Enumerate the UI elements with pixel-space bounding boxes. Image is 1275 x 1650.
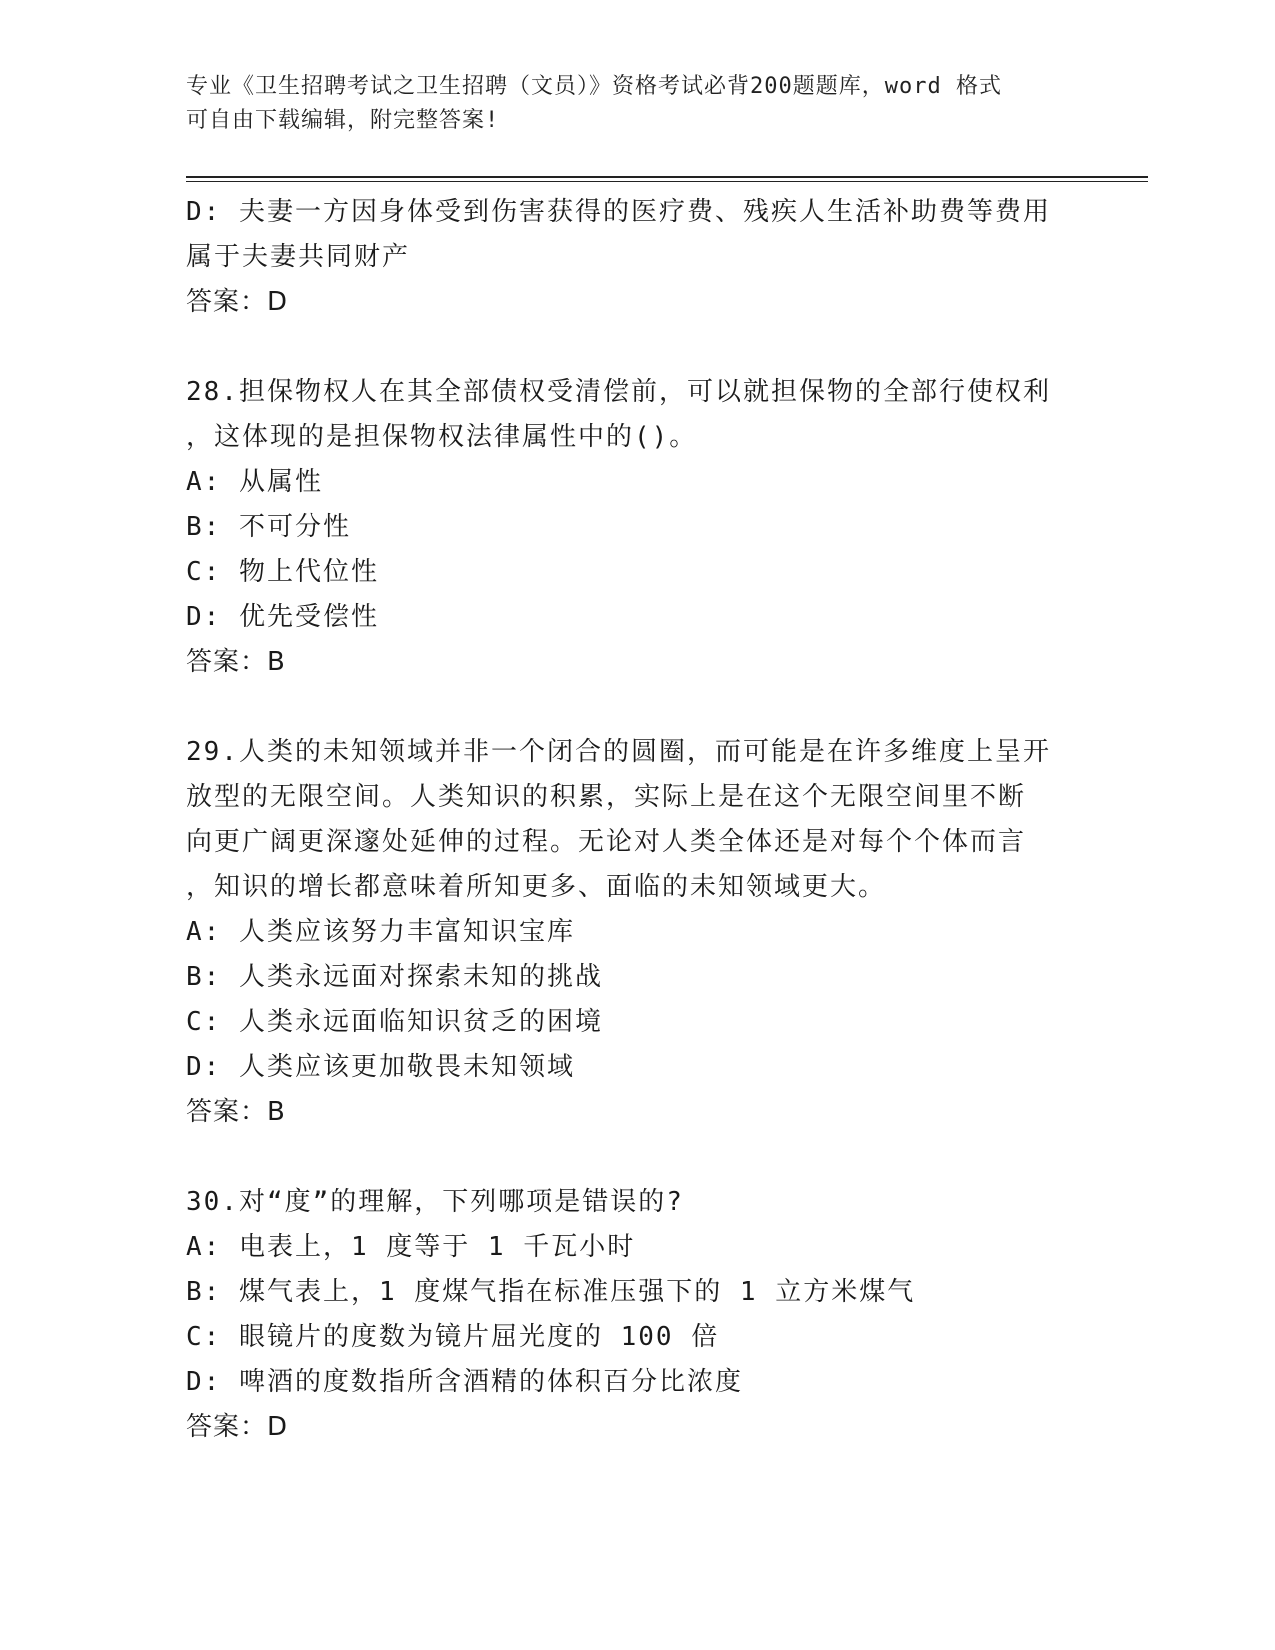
question-30 — [186, 1180, 1086, 1450]
answer-label: 答案：B — [186, 1097, 286, 1127]
option-a: A: 人类应该努力丰富知识宝库 — [186, 917, 575, 947]
question-28 — [186, 370, 1086, 685]
option-b: B: 不可分性 — [186, 512, 351, 542]
question-stem-continuation: 向更广阔更深邃处延伸的过程。无论对人类全体还是对每个个体而言 — [186, 827, 1027, 857]
option-d: D: 夫妻一方因身体受到伤害获得的医疗费、残疾人生活补助费等费用 — [186, 197, 1051, 227]
document-body — [186, 190, 1086, 1450]
header-divider-thick — [186, 176, 1148, 178]
option-d-continuation: 属于夫妻共同财产 — [186, 242, 411, 272]
question-stem-continuation: ，知识的增长都意味着所知更多、面临的未知领域更大。 — [186, 872, 887, 902]
header-title-line-1: 专业《卫生招聘考试之卫生招聘（文员）》资格考试必背200题题库，word 格式 — [186, 74, 1002, 99]
option-b: B: 煤气表上，1 度煤气指在标准压强下的 1 立方米煤气 — [186, 1277, 916, 1307]
option-d: D: 优先受偿性 — [186, 602, 379, 632]
spacer — [186, 685, 1086, 730]
header-title-line-2: 可自由下载编辑，附完整答案! — [186, 108, 500, 133]
option-a: A: 电表上，1 度等于 1 千瓦小时 — [186, 1232, 636, 1262]
answer-label: 答案：D — [186, 1412, 289, 1442]
document-header — [186, 70, 1086, 138]
answer-label: 答案：B — [186, 647, 286, 677]
question-stem: 30.对“度”的理解，下列哪项是错误的? — [186, 1187, 684, 1217]
question-29 — [186, 730, 1086, 1135]
question-stem: 29.人类的未知领域并非一个闭合的圆圈，而可能是在许多维度上呈开 — [186, 737, 1051, 767]
header-divider-thin — [186, 181, 1148, 182]
question-stem-continuation: 放型的无限空间。人类知识的积累，实际上是在这个无限空间里不断 — [186, 782, 1027, 812]
option-a: A: 从属性 — [186, 467, 323, 497]
option-c: C: 眼镜片的度数为镜片屈光度的 100 倍 — [186, 1322, 720, 1352]
question-stem: 28.担保物权人在其全部债权受清偿前，可以就担保物的全部行使权利 — [186, 377, 1051, 407]
spacer — [186, 325, 1086, 370]
option-c: C: 人类永远面临知识贫乏的困境 — [186, 1007, 603, 1037]
option-d: D: 啤酒的度数指所含酒精的体积百分比浓度 — [186, 1367, 743, 1397]
question-stem-continuation: ，这体现的是担保物权法律属性中的()。 — [186, 422, 698, 452]
option-c: C: 物上代位性 — [186, 557, 379, 587]
spacer — [186, 1135, 1086, 1180]
option-b: B: 人类永远面对探索未知的挑战 — [186, 962, 603, 992]
option-d: D: 人类应该更加敬畏未知领域 — [186, 1052, 575, 1082]
answer-label: 答案：D — [186, 287, 289, 317]
question-27-continuation — [186, 190, 1086, 325]
